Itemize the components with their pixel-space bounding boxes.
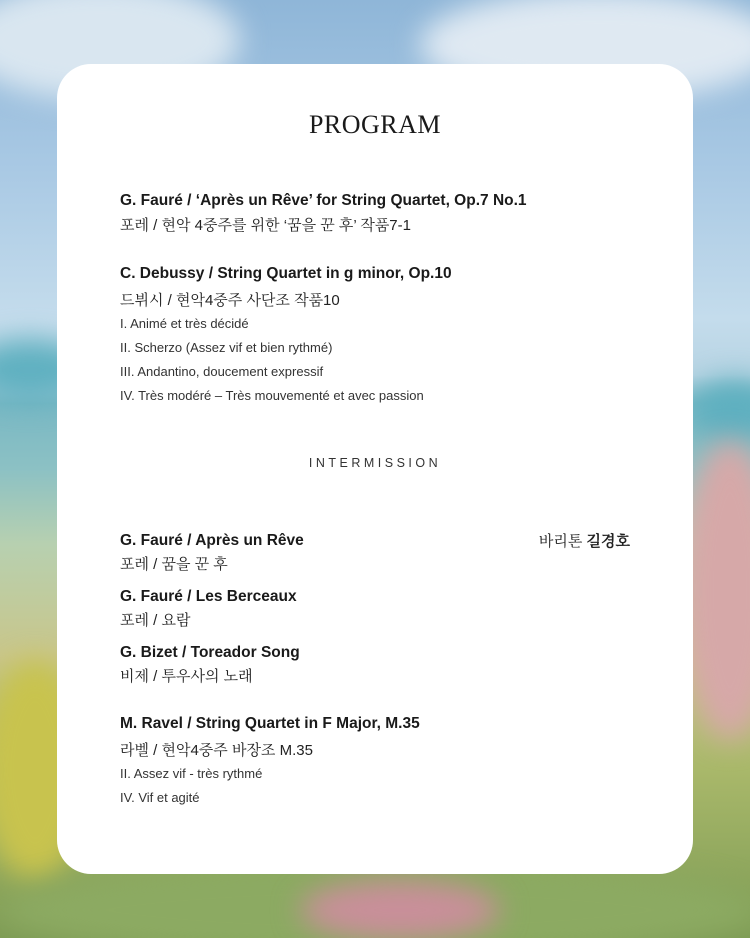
- movement-item: I. Animé et très décidé: [120, 316, 249, 331]
- piece-faure-berceaux: [120, 586, 297, 632]
- piece-bizet-toreador: [120, 642, 300, 688]
- piece-title-en: G. Bizet / Toreador Song: [120, 644, 300, 661]
- piece-title-ko: 포레 / 요람: [120, 612, 191, 629]
- intermission-label: INTERMISSION: [308, 456, 442, 470]
- piece-title-en: G. Fauré / Les Berceaux: [120, 588, 297, 605]
- piece-title-ko: 라벨 / 현악4중주 바장조 M.35: [120, 742, 313, 759]
- piece-title-ko: 드뷔시 / 현악4중주 사단조 작품10: [120, 292, 340, 309]
- movement-item: III. Andantino, doucement expressif: [120, 364, 324, 379]
- piece-title-en: M. Ravel / String Quartet in F Major, M.35: [120, 715, 420, 732]
- piece-title-en: G. Fauré / ‘Après un Rêve’ for String Quartet, Op.7 No.1: [120, 192, 527, 209]
- movement-item: II. Assez vif - très rythmé: [120, 766, 263, 781]
- performer-name: 길경호: [586, 533, 630, 550]
- movement-item: IV. Très modéré – Très mouvementé et avec passion: [120, 388, 424, 403]
- movement-item: IV. Vif et agité: [120, 790, 200, 805]
- performer-credit: [539, 530, 630, 551]
- piece-title-en: C. Debussy / String Quartet in g minor, Op.10: [120, 265, 452, 282]
- piece-title-ko: 포레 / 현악 4중주를 위한 ‘꿈을 꾼 후’ 작품7-1: [120, 217, 411, 234]
- performer-role: 바리톤: [538, 533, 583, 550]
- piece-faure-op7: [120, 190, 527, 237]
- piece-title-ko: 포레 / 꿈을 꾼 후: [120, 556, 228, 573]
- piece-title-ko: 비제 / 투우사의 노래: [120, 668, 253, 685]
- piece-ravel-m35: [120, 713, 420, 810]
- piece-debussy-op10: [120, 263, 452, 408]
- piece-title-en: G. Fauré / Après un Rêve: [120, 532, 304, 549]
- piece-faure-apres: [120, 530, 304, 576]
- movement-item: II. Scherzo (Assez vif et bien rythmé): [120, 340, 333, 355]
- page-title: PROGRAM: [308, 110, 442, 139]
